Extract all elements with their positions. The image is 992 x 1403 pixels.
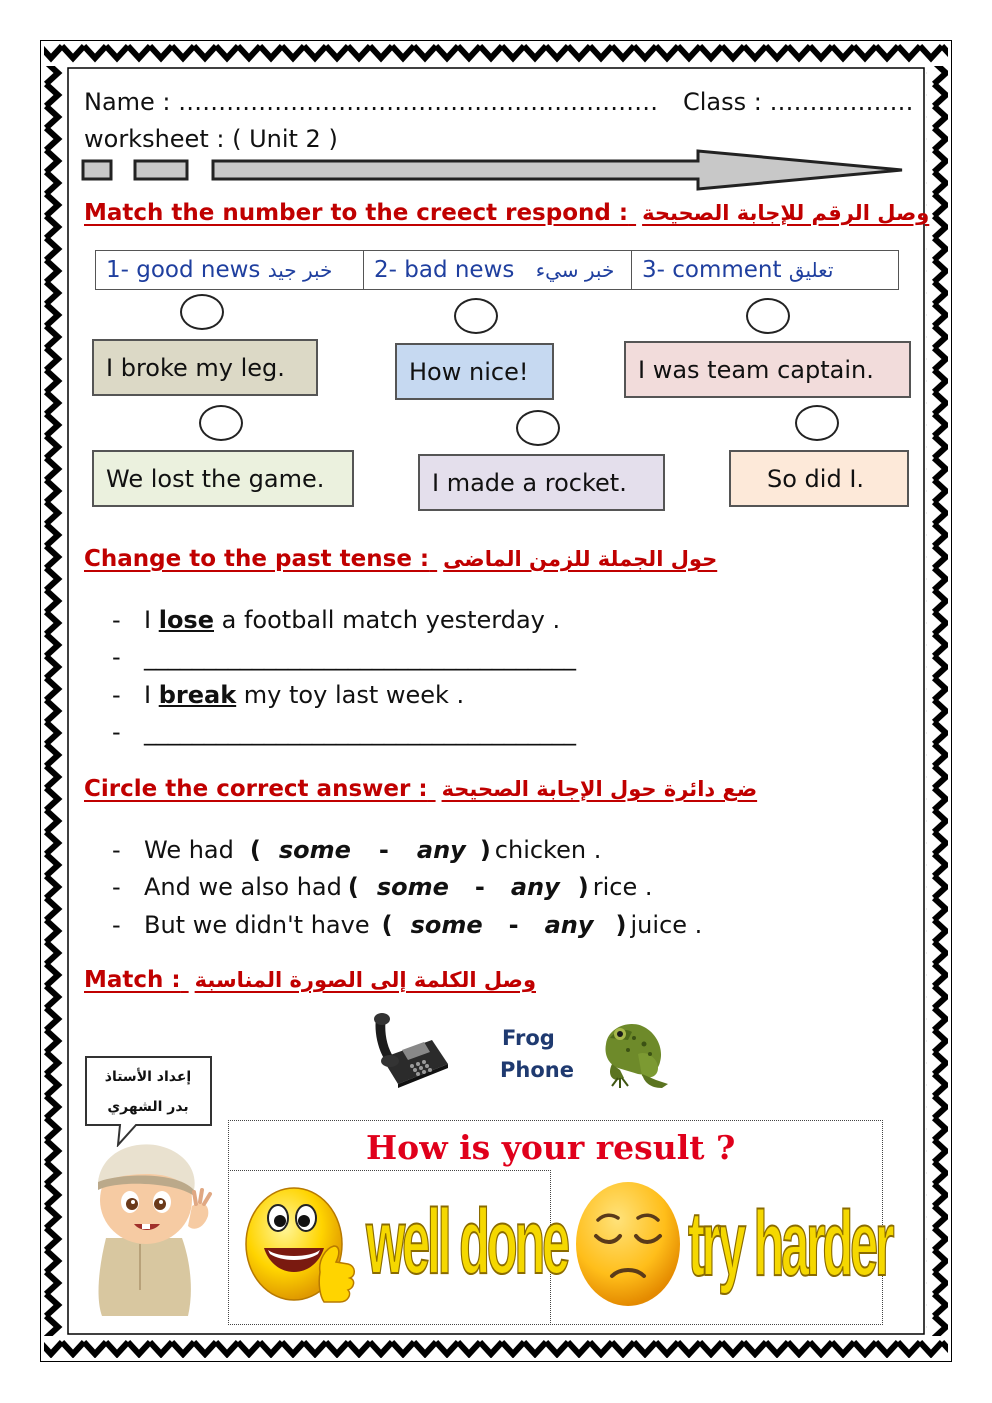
section-match-number-heading: [84, 200, 929, 226]
heading-english: Change to the past tense :: [84, 546, 430, 572]
heading-arabic: حول الجملة للزمن الماضى: [443, 547, 718, 571]
section-circle-answer-heading: [84, 776, 757, 802]
try-harder-text: try harder: [688, 1193, 892, 1295]
choice-line: - And we also had ( some - any ) rice .: [112, 873, 653, 901]
answer-circle[interactable]: [180, 294, 224, 330]
heading-arabic: وصل الكلمة إلى الصورة المناسبة: [194, 968, 536, 992]
answer-circle[interactable]: [795, 405, 839, 441]
sad-face-emoji[interactable]: [574, 1180, 682, 1310]
happy-thumbs-up-emoji[interactable]: [244, 1184, 358, 1310]
result-title: How is your result ?: [366, 1128, 736, 1167]
frog-image[interactable]: [598, 1014, 676, 1094]
choice-any[interactable]: any: [544, 911, 594, 939]
heading-english: Circle the correct answer :: [84, 776, 428, 802]
choice-any[interactable]: any: [510, 873, 560, 901]
response-box: I broke my leg.: [92, 339, 318, 396]
answer-line[interactable]: - ____________________________________: [112, 718, 576, 746]
response-box: I made a rocket.: [418, 454, 665, 511]
section-past-tense-heading: [84, 546, 717, 572]
response-box: How nice!: [395, 343, 554, 400]
option-good-news: 1- good news خبر جيد: [96, 251, 364, 290]
response-box: So did I.: [729, 450, 909, 507]
section-match-picture-heading: [84, 967, 536, 993]
author-credit-line2: بدر الشهري: [107, 1099, 189, 1115]
author-credit: [86, 1062, 210, 1122]
verb-to-change: break: [158, 681, 237, 709]
option-comment: 3- comment تعليق: [632, 251, 899, 290]
heading-arabic: ضع دائرة حول الإجابة الصحيحة: [441, 777, 758, 801]
choice-some[interactable]: some: [410, 911, 483, 939]
worksheet-title: worksheet : ( Unit 2 ): [84, 125, 338, 153]
name-field-label: Name : ……………………………………………………: [84, 88, 659, 116]
boy-character-image: [76, 1140, 222, 1318]
choice-some[interactable]: some: [376, 873, 449, 901]
answer-circle[interactable]: [199, 405, 243, 441]
option-bad-news: 2- bad news خبر سيء: [364, 251, 632, 290]
answer-circle[interactable]: [454, 298, 498, 334]
match-word-frog[interactable]: Frog: [502, 1026, 555, 1050]
well-done-text: well done: [366, 1191, 567, 1293]
choice-line: - We had ( some - any ) chicken .: [112, 836, 602, 864]
options-table: [95, 250, 899, 290]
sentence-line: - I break my toy last week .: [112, 681, 465, 709]
heading-arabic: وصل الرقم للإجابة الصحيحة: [642, 201, 930, 225]
choice-any[interactable]: any: [416, 836, 466, 864]
choice-some[interactable]: some: [278, 836, 351, 864]
choice-line: - But we didn't have ( some - any ) juice .: [112, 911, 703, 939]
answer-circle[interactable]: [746, 298, 790, 334]
sentence-line: - I lose a football match yesterday .: [112, 606, 561, 634]
class-field-label: Class : ………………: [683, 88, 914, 116]
decorative-arrow: [80, 148, 910, 192]
answer-line[interactable]: - ____________________________________: [112, 643, 576, 671]
answer-circle[interactable]: [516, 410, 560, 446]
author-credit-line1: إعداد الأستاذ: [104, 1069, 192, 1085]
match-word-phone[interactable]: Phone: [500, 1058, 574, 1082]
response-box: I was team captain.: [624, 341, 911, 398]
response-box: We lost the game.: [92, 450, 354, 507]
verb-to-change: lose: [158, 606, 214, 634]
phone-image[interactable]: [372, 1010, 454, 1090]
heading-english: Match the number to the creect respond :: [84, 200, 629, 226]
heading-english: Match :: [84, 967, 181, 993]
